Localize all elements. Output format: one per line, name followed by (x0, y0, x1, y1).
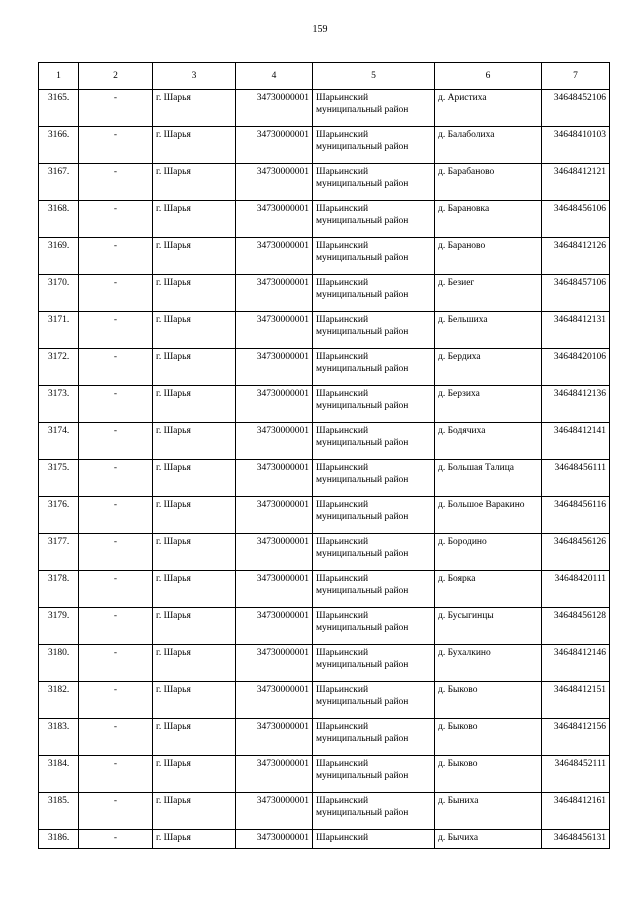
code-cell: 34730000001 (236, 238, 313, 275)
row-number: 3179. (39, 608, 79, 645)
district-cell: Шарьинский муниципальный район (313, 534, 435, 571)
code-cell: 34730000001 (236, 571, 313, 608)
code-cell: 34730000001 (236, 719, 313, 756)
district-cell: Шарьинский муниципальный район (313, 423, 435, 460)
table-row (39, 312, 610, 349)
place-cell: д. Боярка (435, 571, 542, 608)
dash-cell: - (79, 164, 153, 201)
row-number: 3186. (39, 830, 79, 849)
row-number: 3168. (39, 201, 79, 238)
place-cell: д. Барановка (435, 201, 542, 238)
place-cell: д. Большое Варакино (435, 497, 542, 534)
column-header-1: 1 (39, 63, 79, 90)
oktmo-cell: 34648457106 (542, 275, 610, 312)
table-row (39, 238, 610, 275)
code-cell: 34730000001 (236, 312, 313, 349)
dash-cell: - (79, 645, 153, 682)
code-cell: 34730000001 (236, 201, 313, 238)
district-cell: Шарьинский муниципальный район (313, 756, 435, 793)
place-cell: д. Бородино (435, 534, 542, 571)
column-header-3: 3 (153, 63, 236, 90)
oktmo-cell: 34648412161 (542, 793, 610, 830)
place-cell: д. Барабаново (435, 164, 542, 201)
city-cell: г. Шарья (153, 238, 236, 275)
dash-cell: - (79, 238, 153, 275)
place-cell: д. Аристиха (435, 90, 542, 127)
city-cell: г. Шарья (153, 571, 236, 608)
place-cell: д. Берзиха (435, 386, 542, 423)
place-cell: д. Быково (435, 719, 542, 756)
district-cell: Шарьинский муниципальный район (313, 793, 435, 830)
row-number: 3185. (39, 793, 79, 830)
dash-cell: - (79, 608, 153, 645)
place-cell: д. Бычиха (435, 830, 542, 849)
registry-table (38, 62, 610, 849)
dash-cell: - (79, 830, 153, 849)
dash-cell: - (79, 90, 153, 127)
code-cell: 34730000001 (236, 682, 313, 719)
oktmo-cell: 34648456128 (542, 608, 610, 645)
city-cell: г. Шарья (153, 423, 236, 460)
code-cell: 34730000001 (236, 793, 313, 830)
code-cell: 34730000001 (236, 127, 313, 164)
city-cell: г. Шарья (153, 497, 236, 534)
oktmo-cell: 34648456111 (542, 460, 610, 497)
city-cell: г. Шарья (153, 127, 236, 164)
place-cell: д. Большая Талица (435, 460, 542, 497)
city-cell: г. Шарья (153, 312, 236, 349)
oktmo-cell: 34648412131 (542, 312, 610, 349)
district-cell: Шарьинский муниципальный район (313, 127, 435, 164)
dash-cell: - (79, 534, 153, 571)
dash-cell: - (79, 497, 153, 534)
oktmo-cell: 34648412156 (542, 719, 610, 756)
district-cell: Шарьинский муниципальный район (313, 275, 435, 312)
row-number: 3178. (39, 571, 79, 608)
oktmo-cell: 34648412141 (542, 423, 610, 460)
table-row (39, 682, 610, 719)
dash-cell: - (79, 423, 153, 460)
column-header-6: 6 (435, 63, 542, 90)
place-cell: д. Быково (435, 756, 542, 793)
code-cell: 34730000001 (236, 90, 313, 127)
table-row (39, 349, 610, 386)
place-cell: д. Бусыгинцы (435, 608, 542, 645)
table-row (39, 164, 610, 201)
dash-cell: - (79, 793, 153, 830)
table-row (39, 830, 610, 849)
city-cell: г. Шарья (153, 164, 236, 201)
table-row (39, 90, 610, 127)
place-cell: д. Бодячиха (435, 423, 542, 460)
table-row (39, 201, 610, 238)
district-cell: Шарьинский муниципальный район (313, 386, 435, 423)
table-row (39, 127, 610, 164)
row-number: 3170. (39, 275, 79, 312)
code-cell: 34730000001 (236, 608, 313, 645)
oktmo-cell: 34648456116 (542, 497, 610, 534)
row-number: 3180. (39, 645, 79, 682)
code-cell: 34730000001 (236, 756, 313, 793)
row-number: 3176. (39, 497, 79, 534)
table-row (39, 719, 610, 756)
district-cell: Шарьинский муниципальный район (313, 349, 435, 386)
row-number: 3184. (39, 756, 79, 793)
place-cell: д. Бердиха (435, 349, 542, 386)
table-row (39, 275, 610, 312)
dash-cell: - (79, 756, 153, 793)
place-cell: д. Быково (435, 682, 542, 719)
table-row (39, 386, 610, 423)
table-row (39, 793, 610, 830)
dash-cell: - (79, 682, 153, 719)
code-cell: 34730000001 (236, 460, 313, 497)
oktmo-cell: 34648410103 (542, 127, 610, 164)
code-cell: 34730000001 (236, 386, 313, 423)
oktmo-cell: 34648452106 (542, 90, 610, 127)
column-header-4: 4 (236, 63, 313, 90)
oktmo-cell: 34648412151 (542, 682, 610, 719)
page-number: 159 (312, 24, 328, 35)
district-cell: Шарьинский муниципальный район (313, 201, 435, 238)
code-cell: 34730000001 (236, 830, 313, 849)
district-cell: Шарьинский муниципальный район (313, 719, 435, 756)
column-header-2: 2 (79, 63, 153, 90)
code-cell: 34730000001 (236, 497, 313, 534)
city-cell: г. Шарья (153, 756, 236, 793)
oktmo-cell: 34648412136 (542, 386, 610, 423)
district-cell: Шарьинский муниципальный район (313, 90, 435, 127)
oktmo-cell: 34648456106 (542, 201, 610, 238)
dash-cell: - (79, 460, 153, 497)
code-cell: 34730000001 (236, 534, 313, 571)
oktmo-cell: 34648412126 (542, 238, 610, 275)
oktmo-cell: 34648420106 (542, 349, 610, 386)
district-cell: Шарьинский муниципальный район (313, 571, 435, 608)
code-cell: 34730000001 (236, 423, 313, 460)
row-number: 3175. (39, 460, 79, 497)
city-cell: г. Шарья (153, 719, 236, 756)
city-cell: г. Шарья (153, 275, 236, 312)
district-cell: Шарьинский муниципальный район (313, 608, 435, 645)
code-cell: 34730000001 (236, 275, 313, 312)
table-row (39, 645, 610, 682)
city-cell: г. Шарья (153, 830, 236, 849)
row-number: 3167. (39, 164, 79, 201)
district-cell: Шарьинский муниципальный район (313, 238, 435, 275)
oktmo-cell: 34648452111 (542, 756, 610, 793)
city-cell: г. Шарья (153, 682, 236, 719)
row-number: 3183. (39, 719, 79, 756)
district-cell: Шарьинский (313, 830, 435, 849)
place-cell: д. Балаболиха (435, 127, 542, 164)
oktmo-cell: 34648456126 (542, 534, 610, 571)
table-row (39, 423, 610, 460)
place-cell: д. Бухалкино (435, 645, 542, 682)
city-cell: г. Шарья (153, 460, 236, 497)
place-cell: д. Бараново (435, 238, 542, 275)
row-number: 3166. (39, 127, 79, 164)
city-cell: г. Шарья (153, 645, 236, 682)
city-cell: г. Шарья (153, 349, 236, 386)
district-cell: Шарьинский муниципальный район (313, 460, 435, 497)
row-number: 3174. (39, 423, 79, 460)
row-number: 3169. (39, 238, 79, 275)
dash-cell: - (79, 127, 153, 164)
city-cell: г. Шарья (153, 534, 236, 571)
table-row (39, 608, 610, 645)
dash-cell: - (79, 571, 153, 608)
row-number: 3173. (39, 386, 79, 423)
dash-cell: - (79, 312, 153, 349)
dash-cell: - (79, 275, 153, 312)
code-cell: 34730000001 (236, 645, 313, 682)
header-row (39, 63, 610, 90)
column-header-7: 7 (542, 63, 610, 90)
city-cell: г. Шарья (153, 793, 236, 830)
table-row (39, 571, 610, 608)
district-cell: Шарьинский муниципальный район (313, 645, 435, 682)
table-row (39, 460, 610, 497)
oktmo-cell: 34648412146 (542, 645, 610, 682)
place-cell: д. Бельшиха (435, 312, 542, 349)
dash-cell: - (79, 349, 153, 386)
code-cell: 34730000001 (236, 349, 313, 386)
place-cell: д. Быниха (435, 793, 542, 830)
row-number: 3177. (39, 534, 79, 571)
city-cell: г. Шарья (153, 201, 236, 238)
district-cell: Шарьинский муниципальный район (313, 682, 435, 719)
row-number: 3172. (39, 349, 79, 386)
dash-cell: - (79, 719, 153, 756)
oktmo-cell: 34648420111 (542, 571, 610, 608)
place-cell: д. Безиег (435, 275, 542, 312)
city-cell: г. Шарья (153, 90, 236, 127)
row-number: 3182. (39, 682, 79, 719)
dash-cell: - (79, 386, 153, 423)
oktmo-cell: 34648412121 (542, 164, 610, 201)
dash-cell: - (79, 201, 153, 238)
row-number: 3165. (39, 90, 79, 127)
column-header-5: 5 (313, 63, 435, 90)
table-row (39, 534, 610, 571)
district-cell: Шарьинский муниципальный район (313, 312, 435, 349)
district-cell: Шарьинский муниципальный район (313, 164, 435, 201)
code-cell: 34730000001 (236, 164, 313, 201)
table-row (39, 497, 610, 534)
oktmo-cell: 34648456131 (542, 830, 610, 849)
table-row (39, 756, 610, 793)
city-cell: г. Шарья (153, 608, 236, 645)
city-cell: г. Шарья (153, 386, 236, 423)
row-number: 3171. (39, 312, 79, 349)
district-cell: Шарьинский муниципальный район (313, 497, 435, 534)
